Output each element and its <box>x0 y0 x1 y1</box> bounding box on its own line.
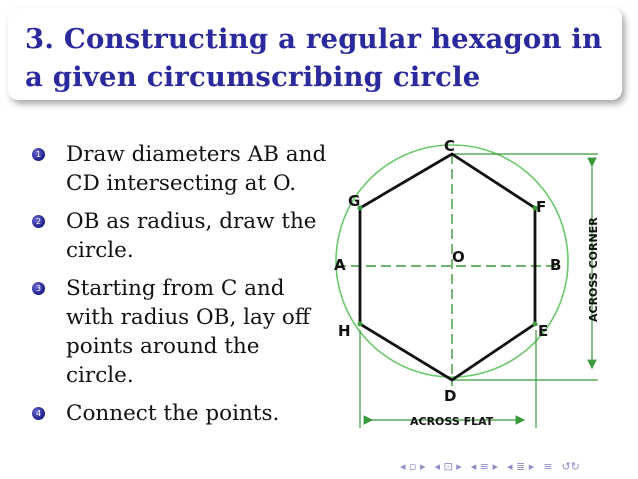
point-label-g: G <box>348 192 361 210</box>
point-label-e: E <box>538 322 549 340</box>
nav-align-icon[interactable]: ≡ <box>543 459 553 473</box>
step-number-badge: 1 <box>32 148 45 161</box>
vertex-dot <box>533 322 538 327</box>
across-corner-label: ACROSS CORNER <box>587 217 600 322</box>
point-label-d: D <box>444 387 457 405</box>
step-number-badge: 3 <box>32 282 45 295</box>
nav-next-section-icon[interactable]: ◂ ≣ ▸ <box>507 459 535 473</box>
hexagon <box>360 154 535 380</box>
vertex-dot <box>358 322 363 327</box>
step-text: Draw diameters AB and CD intersecting at O. <box>66 142 327 196</box>
list-item <box>32 399 332 428</box>
step-text: Starting from C and with radius OB, lay off points around the circle. <box>66 276 311 388</box>
nav-search-icon[interactable]: ↺↻ <box>561 459 580 473</box>
nav-first-icon[interactable]: ◂ ▫ ▸ <box>400 459 426 473</box>
point-label-b: B <box>550 256 562 274</box>
page-title: 3. Constructing a regular hexagon in a given circumscribing circle <box>25 23 603 93</box>
list-item <box>32 140 332 198</box>
beamer-navigation <box>400 458 630 474</box>
across-flat-label: ACROSS FLAT <box>410 415 494 428</box>
point-label-c: C <box>444 137 456 155</box>
nav-prev-section-icon[interactable]: ◂ ≡ ▸ <box>470 459 499 473</box>
list-item <box>32 207 332 265</box>
step-text: OB as radius, draw the circle. <box>66 209 317 263</box>
point-label-a: A <box>334 256 346 274</box>
point-label-h: H <box>338 322 351 340</box>
point-label-o: O <box>452 248 465 266</box>
steps-list <box>32 140 332 437</box>
hexagon-diagram <box>326 136 612 436</box>
step-number-badge: 2 <box>32 215 45 228</box>
point-label-f: F <box>536 198 547 216</box>
step-number-badge: 4 <box>32 407 45 420</box>
list-item <box>32 274 332 390</box>
step-text: Connect the points. <box>66 401 280 426</box>
nav-prev-frame-icon[interactable]: ◂ ⊡ ▸ <box>434 459 462 473</box>
